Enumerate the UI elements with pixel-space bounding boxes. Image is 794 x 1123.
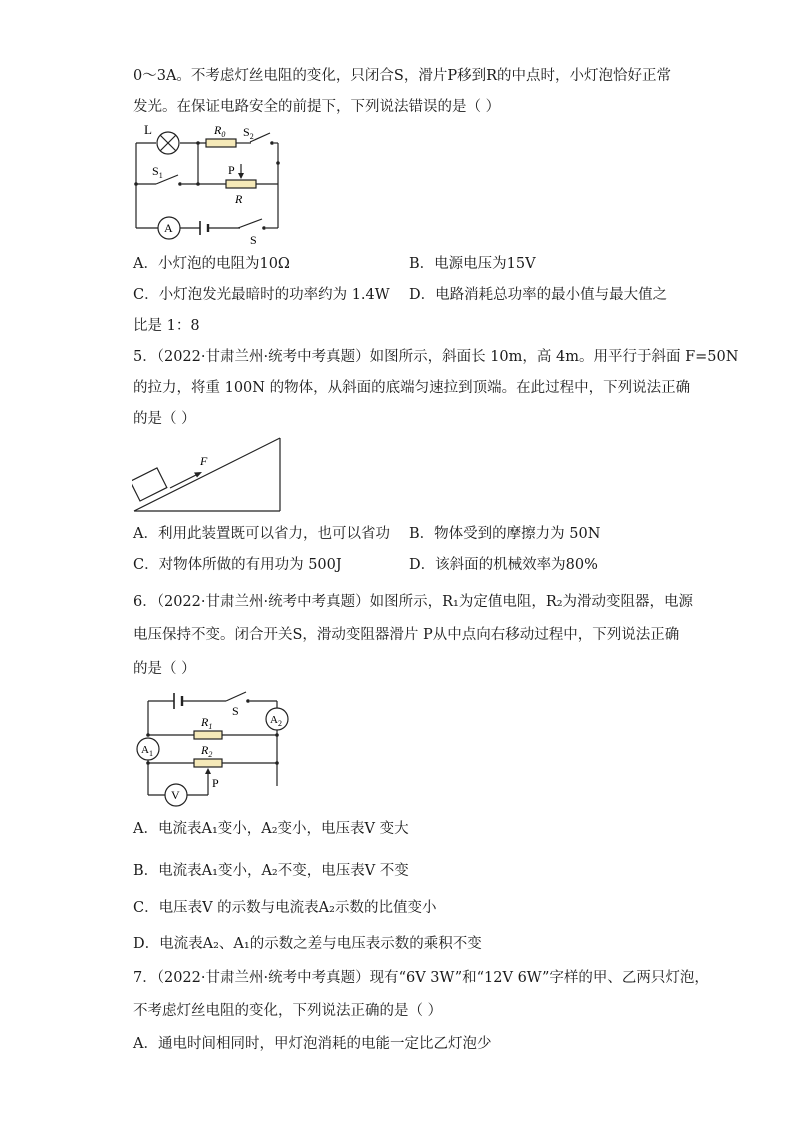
q6-option-b: B．电流表A₁变小，A₂不变，电压表V 不变 [133,863,409,879]
label-ammeter: A [164,221,173,235]
q4-intro-line-2: 发光。在保证电路安全的前提下，下列说法错误的是（ ） [133,99,501,115]
label-r1: $R_1$ [201,715,213,731]
q4-option-c: C．小灯泡发光最暗时的功率约为 1.4W [133,287,390,303]
q4-option-a: A．小灯泡的电阻为10Ω [133,256,290,272]
q6-stem-line-2: 电压保持不变。闭合开关S，滑动变阻器滑片 P从中点向右移动过程中，下列说法正确 [133,627,680,643]
label-s: S [250,233,257,245]
q7-stem-line-1: 7．（2022·甘肃兰州·统考中考真题）现有“6V 3W”和“12V 6W”字样的甲、乙两只灯泡， [133,970,709,986]
q7-option-a: A．通电时间相同时，甲灯泡消耗的电能一定比乙灯泡少 [133,1036,492,1052]
label-p: P [212,776,219,790]
q4-intro-line-1: 0～3A。不考虑灯丝电阻的变化，只闭合S，滑片P移到R的中点时，小灯泡恰好正常 [133,68,672,84]
label-l: L [144,122,152,137]
q6-option-d: D．电流表A₂、A₁的示数之差与电压表示数的乘积不变 [133,936,482,952]
q6-option-a: A．电流表A₁变小，A₂变小，电压表V 变大 [133,821,409,837]
q5-option-c: C．对物体所做的有用功为 500J [133,557,342,573]
label-s: S [232,704,239,718]
q5-option-b: B．物体受到的摩擦力为 50N [409,526,601,542]
label-s2: $S_2$ [243,125,254,141]
label-force: F [200,454,208,468]
q6-stem-line-1: 6．（2022·甘肃兰州·统考中考真题）如图所示，R₁为定值电阻，R₂为滑动变阻器，电源 [133,594,694,610]
label-v: V [171,788,180,802]
q6-stem-line-3: 的是（ ） [133,661,196,677]
label-s1: $S_1$ [152,164,163,180]
q5-option-a: A．利用此装置既可以省力，也可以省功 [133,526,390,542]
q6-option-c: C．电压表V 的示数与电流表A₂示数的比值变小 [133,900,437,916]
q4-option-d-cont: 比是 1：8 [133,318,200,334]
label-r: R [235,192,243,206]
q7-stem-line-2: 不考虑灯丝电阻的变化，下列说法正确的是（ ） [133,1003,443,1019]
q5-incline-diagram [132,435,287,515]
label-a2: $A_2$ [270,714,282,728]
q4-circuit-diagram [128,120,288,245]
q5-stem-line-3: 的是（ ） [133,411,196,427]
label-p: P [228,163,235,177]
label-r2: $R_2$ [201,743,213,759]
q5-stem-line-2: 的拉力，将重 100N 的物体，从斜面的底端匀速拉到顶端。在此过程中，下列说法正确 [133,380,691,396]
q4-option-b: B．电源电压为15V [409,256,536,272]
label-r0: $R_0$ [214,123,226,139]
label-a1: $A_1$ [141,744,153,758]
q6-circuit-diagram [130,683,295,808]
q4-option-d: D．电路消耗总功率的最小值与最大值之 [409,287,668,303]
q5-stem-line-1: 5．（2022·甘肃兰州·统考中考真题）如图所示，斜面长 10m，高 4m。用平行于斜面 F=50N [133,349,739,365]
q5-option-d: D．该斜面的机械效率为80% [409,557,598,573]
